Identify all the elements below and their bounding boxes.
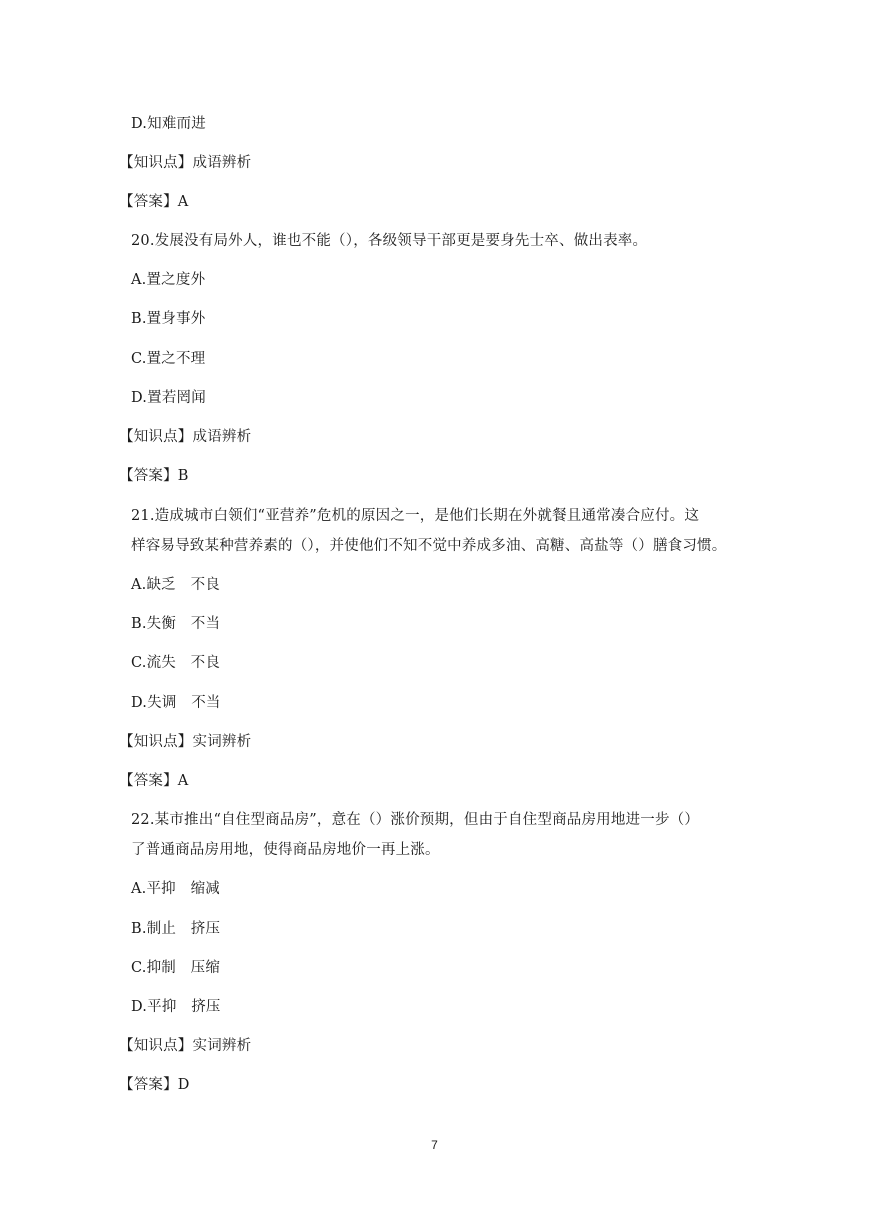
option-line: C.置之不理 — [131, 351, 206, 367]
question-line: 21.造成城市白领们“亚营养”危机的原因之一，是他们长期在外就餐且通常凑合应付。这 — [131, 508, 700, 524]
answer-label: 【答案】D — [119, 1077, 190, 1093]
option-line: B.失衡 不当 — [131, 616, 221, 632]
page-number: 7 — [431, 1138, 438, 1152]
option-line: C.流失 不良 — [131, 655, 221, 671]
answer-label: 【答案】A — [119, 194, 189, 210]
knowledge-point-label: 【知识点】成语辨析 — [119, 429, 252, 445]
answer-label: 【答案】A — [119, 773, 189, 789]
option-line: C.抑制 压缩 — [131, 960, 221, 976]
option-line: A.平抑 缩减 — [131, 881, 220, 897]
option-line: A.置之度外 — [131, 272, 206, 288]
option-line: D.平抑 挤压 — [131, 999, 221, 1015]
option-line: D.知难而进 — [131, 116, 206, 132]
question-line: 20.发展没有局外人，谁也不能（），各级领导干部更是要身先士卒、做出表率。 — [131, 233, 648, 249]
option-line: B.置身事外 — [131, 311, 206, 327]
knowledge-point-label: 【知识点】成语辨析 — [119, 155, 252, 171]
question-line: 样容易导致某种营养素的（），并使他们不知不觉中养成多油、高糖、高盐等（）膳食习惯。 — [131, 538, 727, 554]
option-line: D.置若罔闻 — [131, 390, 206, 406]
question-line: 22.某市推出“自住型商品房”，意在（）涨价预期，但由于自住型商品房用地进一步（） — [131, 812, 700, 828]
knowledge-point-label: 【知识点】实词辨析 — [119, 734, 252, 750]
option-line: D.失调 不当 — [131, 695, 221, 711]
answer-label: 【答案】B — [119, 468, 189, 484]
option-line: A.缺乏 不良 — [131, 577, 220, 593]
knowledge-point-label: 【知识点】实词辨析 — [119, 1038, 252, 1054]
question-line: 了普通商品房用地，使得商品房地价一再上涨。 — [131, 842, 440, 858]
option-line: B.制止 挤压 — [131, 921, 221, 937]
